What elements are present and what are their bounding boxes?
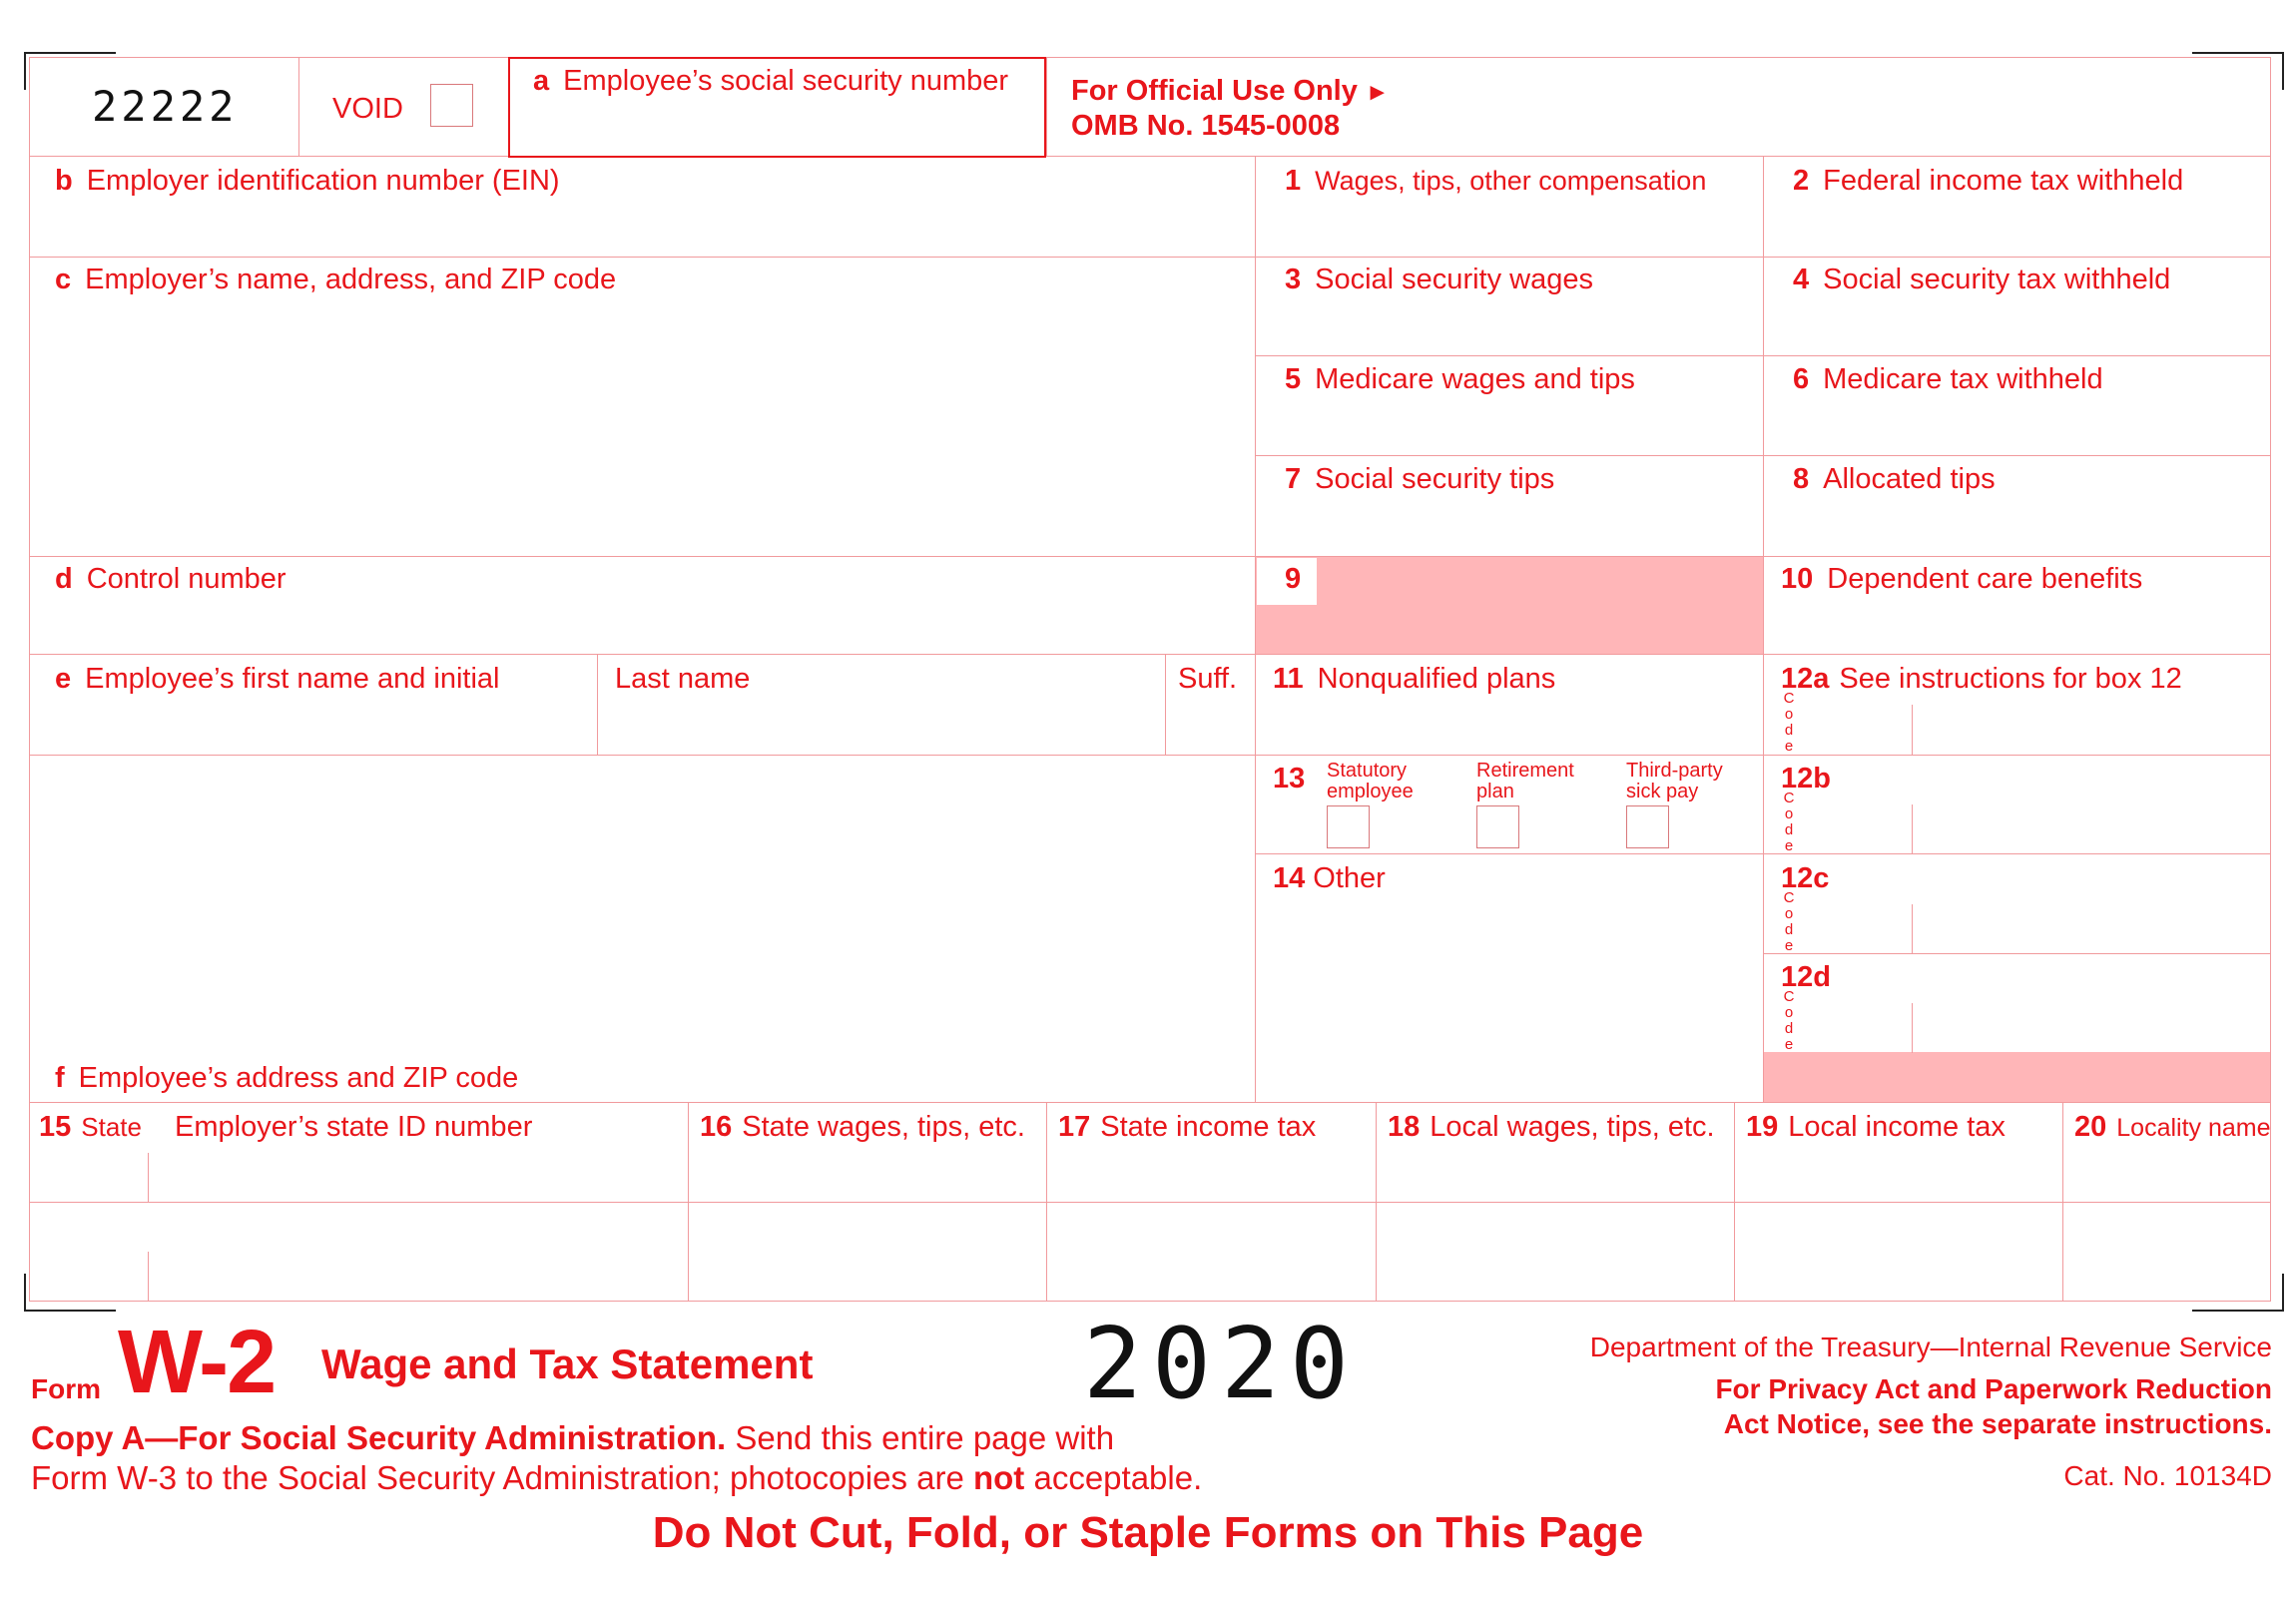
form-title: Wage and Tax Statement [321,1340,814,1387]
box-12b-code-label: C o d e [1783,790,1795,854]
box-e-label: e Employee’s first name and initial [55,663,500,695]
form-code-22222: 22222 [92,82,239,131]
box-13-thirdparty-label: Third-party sick pay [1626,760,1723,802]
box-17-label: 17 State income tax [1058,1111,1317,1143]
box-c-label: c Employer’s name, address, and ZIP code [55,264,617,295]
box-14-label: 14 Other [1273,862,1386,894]
box-4-label: 4 Social security tax withheld [1793,264,2171,295]
box-12a-code-label: C o d e [1783,690,1795,755]
box-3-label: 3 Social security wages [1285,264,1593,295]
box-7-label: 7 Social security tips [1285,463,1555,495]
box-1-label: 1 Wages, tips, other compensation [1285,165,1707,197]
box-9-label: 9 [1285,563,1302,595]
official-arrow-icon: ► [1365,79,1390,106]
copy-a-line-2: Form W-3 to the Social Security Administration; photocopies are not acceptable. [31,1459,1203,1496]
box-19-label: 19 Local income tax [1746,1111,2006,1143]
box-15-state-id-label: Employer’s state ID number [175,1111,533,1143]
omb-number: OMB No. 1545-0008 [1071,110,1341,142]
box-f-label: f Employee’s address and ZIP code [55,1062,519,1094]
form-word: Form [31,1373,101,1404]
box-d-label: d Control number [55,563,287,595]
official-use-label: For Official Use Only ► [1071,75,1390,107]
box-10-label: 10 Dependent care benefits [1781,563,2143,595]
box-12a-label: 12a See instructions for box 12 [1781,663,2182,695]
box-8-label: 8 Allocated tips [1793,463,1996,495]
treasury-dept: Department of the Treasury—Internal Revenue Service [1589,1331,2272,1362]
box-6-label: 6 Medicare tax withheld [1793,363,2103,395]
box-12c-label: 12c [1781,862,1830,894]
privacy-notice-line-2: Act Notice, see the separate instructions. [1723,1408,2272,1439]
privacy-notice-line-1: For Privacy Act and Paperwork Reduction [1715,1373,2272,1404]
box-12b-label: 12b [1781,763,1831,795]
box-a-label: a Employee’s social security number [533,65,1009,97]
box-11-label: 11 Nonqualified plans [1273,663,1556,695]
retirement-plan-checkbox[interactable] [1476,805,1519,848]
catalog-number: Cat. No. 10134D [2063,1460,2272,1491]
box-16-label: 16 State wages, tips, etc. [700,1111,1025,1143]
box-12d-label: 12d [1781,961,1831,993]
box-e-suffix-label: Suff. [1178,663,1238,695]
box-15-label: 15 State [39,1111,142,1143]
box-13-label: 13 [1273,763,1306,795]
third-party-sick-pay-checkbox[interactable] [1626,805,1669,848]
statutory-employee-checkbox[interactable] [1327,805,1370,848]
copy-a-line-1: Copy A—For Social Security Administration. Send this entire page with [31,1419,1115,1456]
box-12c-code-label: C o d e [1783,889,1795,954]
box-13-retirement-label: Retirement plan [1476,760,1574,802]
box-13-statutory-label: Statutory employee [1327,760,1414,802]
box-12d-code-label: C o d e [1783,988,1795,1053]
do-not-cut-warning: Do Not Cut, Fold, or Staple Forms on This Page [652,1508,1644,1557]
form-name-w2: W-2 [118,1313,276,1412]
box-5-label: 5 Medicare wages and tips [1285,363,1635,395]
box-20-label: 20 Locality name [2074,1111,2271,1143]
void-label: VOID [332,93,403,125]
box-b-label: b Employer identification number (EIN) [55,165,560,197]
box-e-last-name-label: Last name [615,663,751,695]
tax-year: 2020 [1083,1308,1360,1421]
void-checkbox[interactable] [430,84,473,127]
box-2-label: 2 Federal income tax withheld [1793,165,2184,197]
box-18-label: 18 Local wages, tips, etc. [1388,1111,1715,1143]
